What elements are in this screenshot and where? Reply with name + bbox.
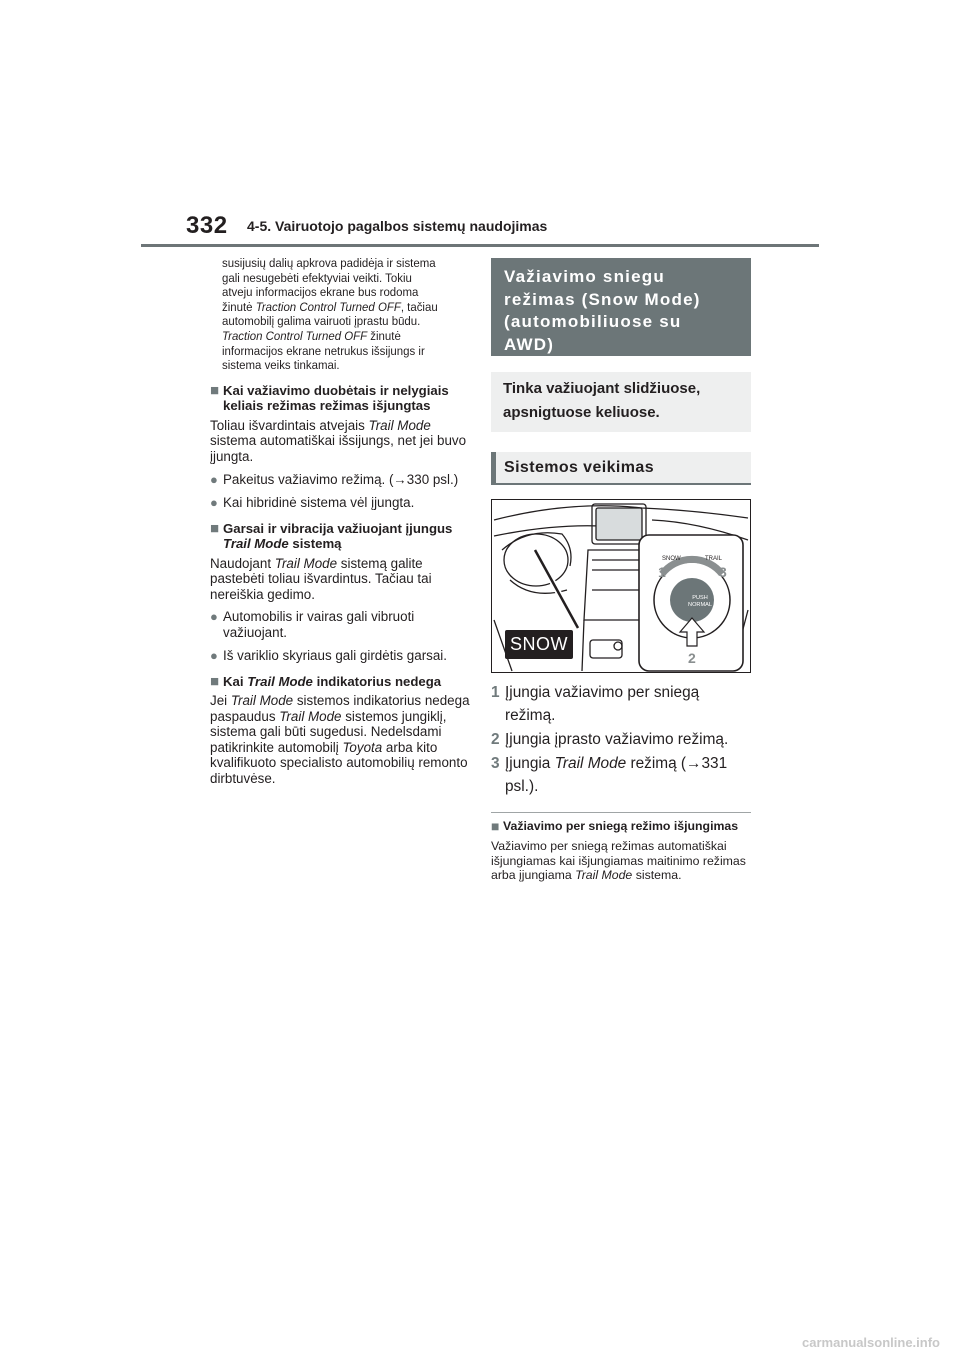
right-column [491,258,751,882]
list-item: ● Automobilis ir vairas gali vibruoti važiuojant. [210,609,415,640]
intro-box: Tinka važiuojant slidžiuose, apsnigtuose keliuose. [491,372,751,432]
snow-mode-switch-illustration [491,499,751,673]
dial-center-label: PUSH NORMAL [688,595,712,608]
callout-3: 3 [719,564,727,580]
list-item: 1 Įjungia važiavimo per sniegą režimą. [491,684,700,724]
page-number: 332 [186,212,228,239]
subheading-trail-off: ■ Kai važiavimo duobėtais ir nelygiais keliais režimas režimas išjungtas [210,381,449,414]
bullet-dot-icon: ● [210,609,218,625]
paragraph-sounds: Naudojant Trail Mode sistemą galite pastebėti toliau išvardintus. Tačiau tai nereiškia gedimo. [210,555,432,602]
paragraph-indicator: Jei Trail Mode sistemos indikatorius nedega paspaudus Trail Mode sistemos jungiklį, sistema gali būti sugedusi. Nedelsdami patikrinkite automobilį Toyota arba kito kvalifikuoto specialisto automobilių remonto dirbtuvėse. [210,693,470,786]
callout-2: 2 [688,650,696,666]
subheading-sounds: ■ Garsai ir vibracija važiuojant įjungus Trail Mode sistemą [210,519,453,552]
subheading-indicator: ■ Kai Trail Mode indikatorius nedega [210,672,442,690]
square-marker-icon: ■ [491,818,500,834]
list-item: ● Kai hibridinė sistema vėl įjungta. [210,494,415,510]
page-header [0,0,960,250]
snow-indicator-label: SNOW [505,630,573,659]
bullet-dot-icon: ● [210,647,218,663]
watermark: carmanualsonline.info [802,1335,940,1350]
section-heading: Sistemos veikimas [491,452,751,485]
note-heading: ■ Važiavimo per sniegą režimo išjungimas [491,818,739,834]
continued-paragraph: susijusių dalių apkrova padidėja ir sistema gali nesugebėti efektyviai veikti. Tokiu atveju informacijos ekrane bus rodoma žinutė Traction Control Turned OFF, tačiau automobilį galima vairuoti įprastu būdu. Traction Control Turned OFF žinutė informacijos ekrane netrukus išsijungs ir sistema veiks tinkamai. [222,256,438,373]
dial-trail-label: TRAIL [705,556,723,562]
left-column [210,256,470,787]
square-marker-icon: ■ [210,672,220,690]
list-item: ● Pakeitus važiavimo režimą. (→330 psl.) [210,471,459,487]
list-item: 2 Įjungia įprasto važiavimo režimą. [491,731,729,748]
square-marker-icon: ■ [210,519,220,537]
bullet-dot-icon: ● [210,494,218,510]
steps-list [491,681,751,798]
note-divider [491,812,751,813]
header-rule [141,244,819,247]
list-item: ● Iš variklio skyriaus gali girdėtis garsai. [210,647,447,663]
bullet-dot-icon: ● [210,471,218,487]
section-title-box: Važiavimo sniegu režimas (Snow Mode) (automobiliuose su AWD) [491,258,751,356]
chapter-title: 4-5. Vairuotojo pagalbos sistemų naudojimas [247,218,548,234]
callout-1: 1 [658,564,666,580]
paragraph-trail-off: Toliau išvardintais atvejais Trail Mode sistema automatiškai išsijungs, net jei buvo įjungta. [210,417,467,464]
dial-snow-label: SNOW [662,556,681,562]
note-paragraph: Važiavimo per sniegą režimas automatiškai išjungiamas kai išjungiamas maitinimo režimas arba įjungiama Trail Mode sistema. [491,839,746,882]
list-item: 3 Įjungia Trail Mode režimą (→331 psl.). [491,755,728,795]
square-marker-icon: ■ [210,381,220,399]
